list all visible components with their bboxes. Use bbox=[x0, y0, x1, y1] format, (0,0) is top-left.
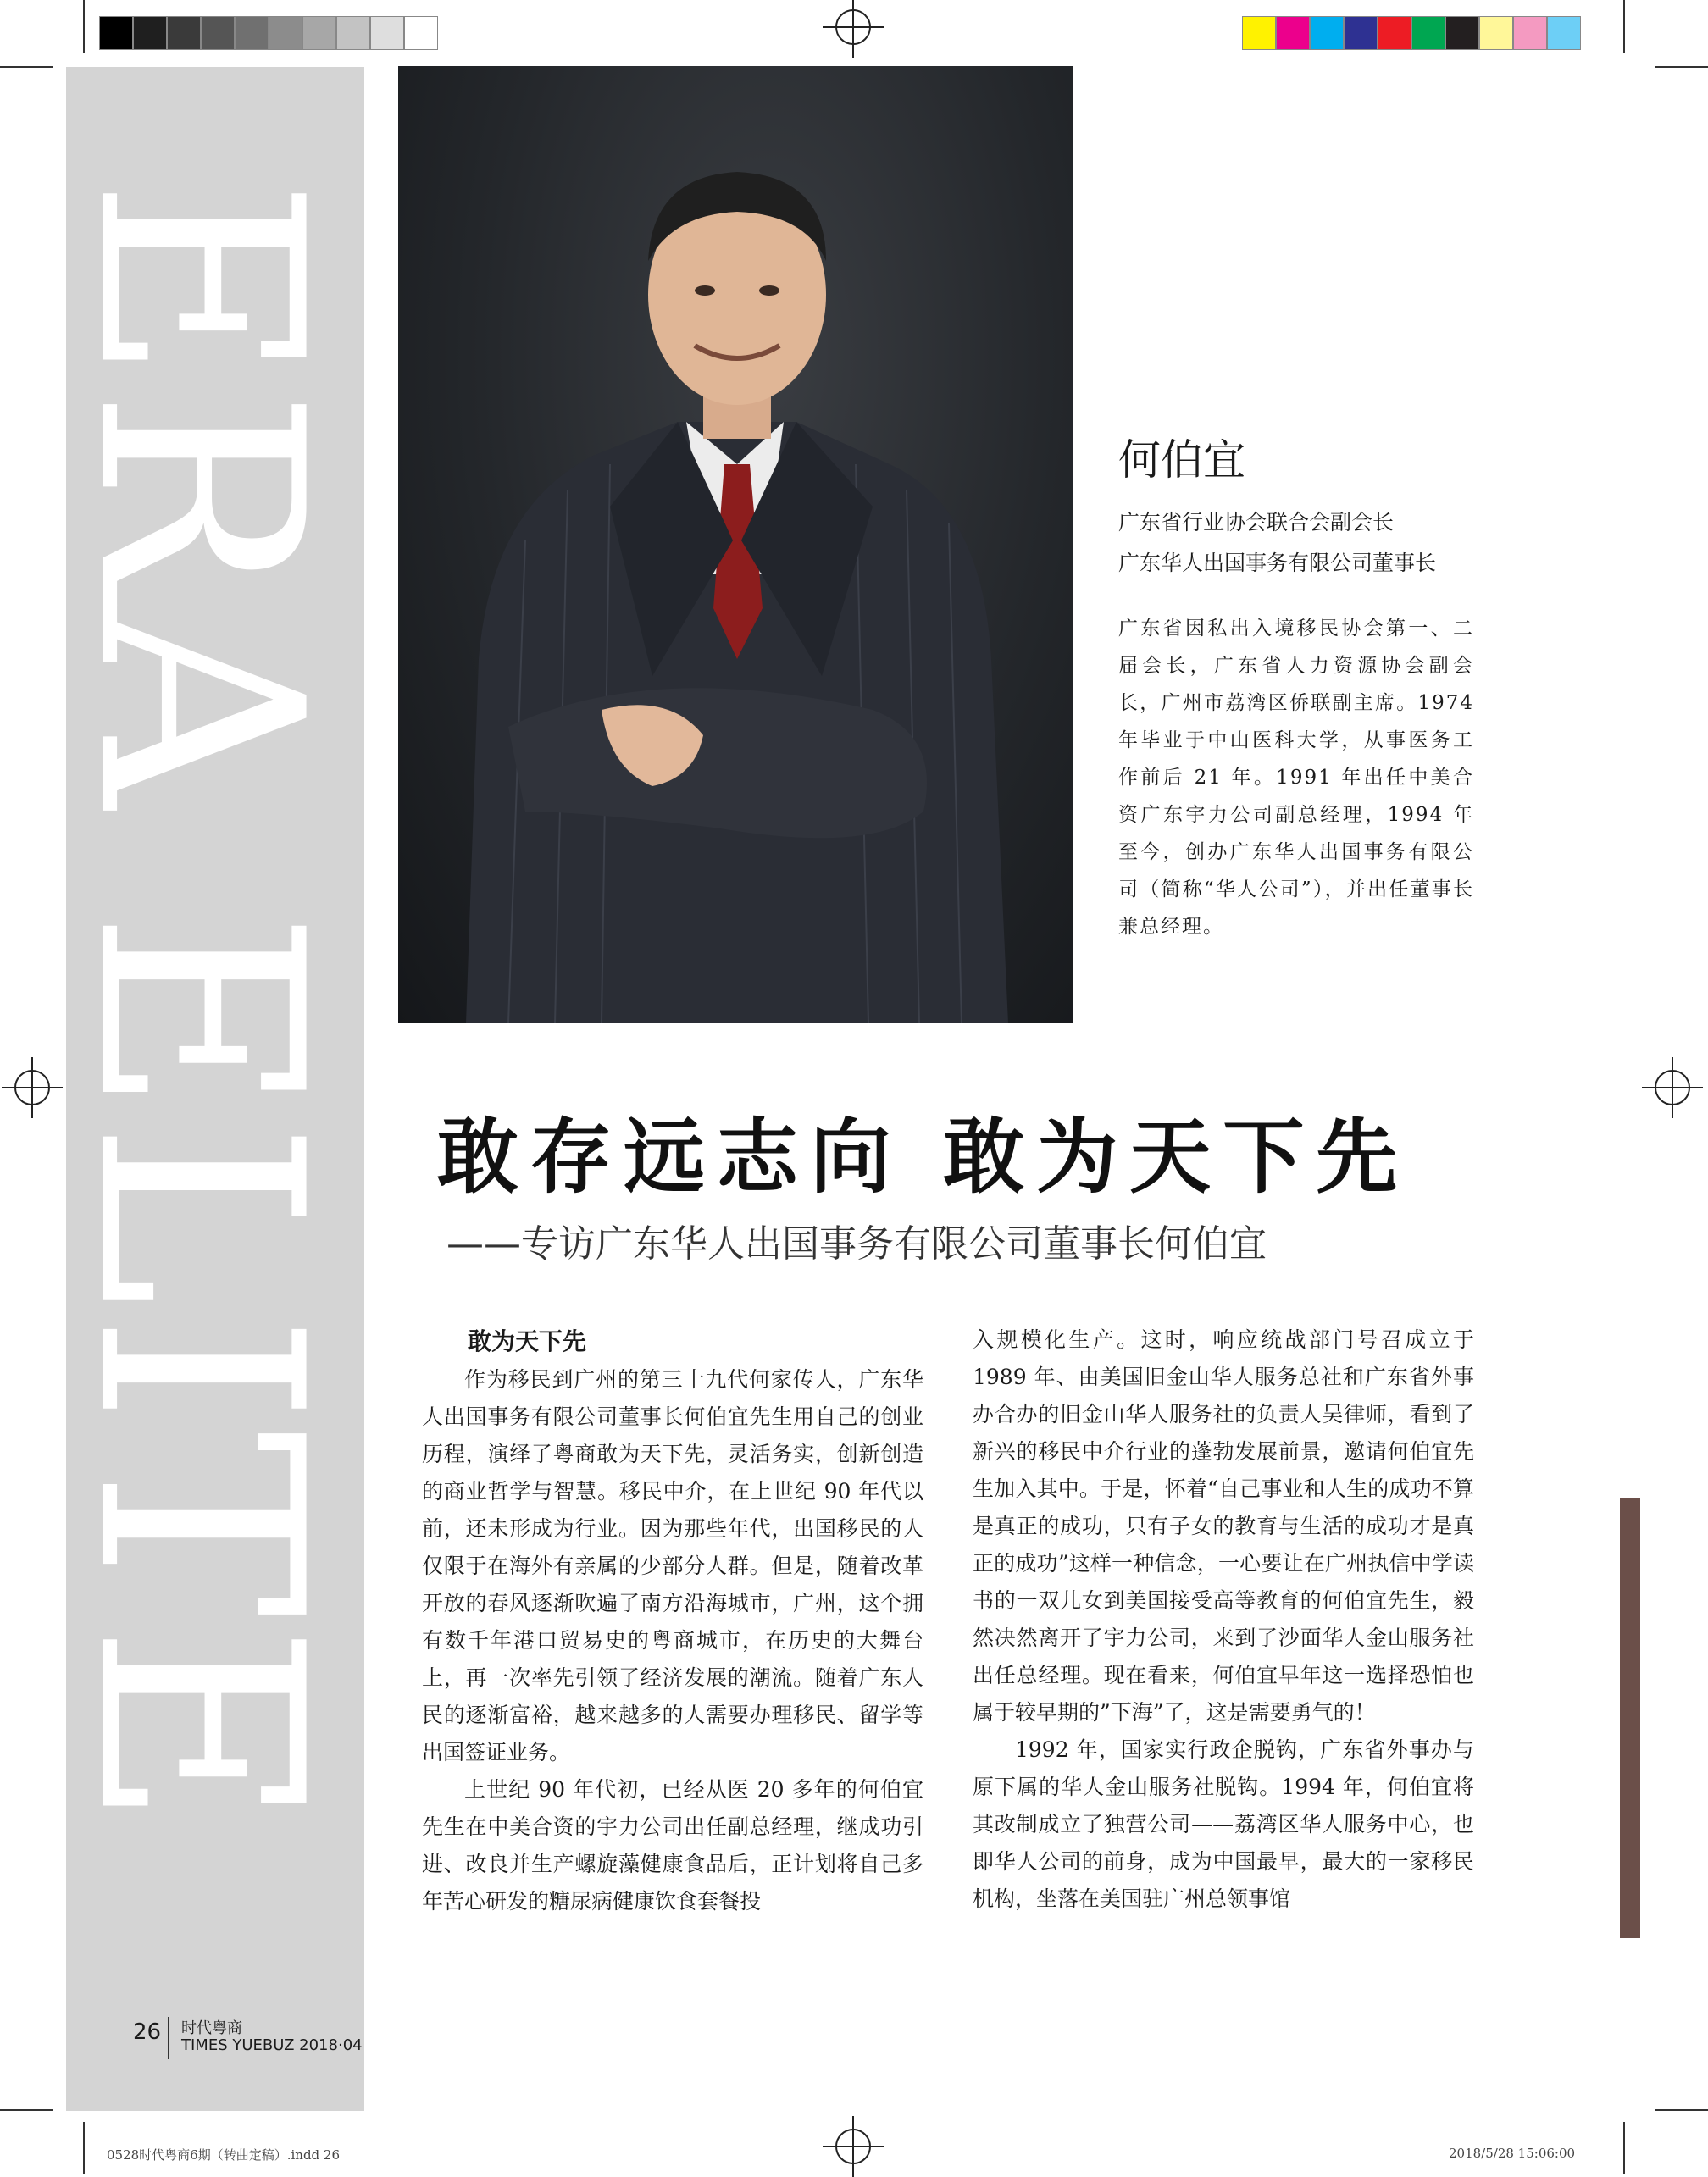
crop-mark bbox=[1623, 2122, 1625, 2174]
color-swatch bbox=[370, 16, 404, 50]
profile-name: 何伯宜 bbox=[1118, 435, 1245, 485]
crop-mark bbox=[1655, 2109, 1708, 2111]
color-swatch bbox=[1378, 16, 1411, 50]
crop-mark bbox=[1655, 66, 1708, 68]
color-swatch bbox=[1411, 16, 1445, 50]
paragraph: 作为移民到广州的第三十九代何家传人，广东华人出国事务有限公司董事长何伯宜先生用自己的创业历程，演绎了粤商敢为天下先，灵活务实，创新创造的商业哲学与智慧。移民中介，在上世纪 90 年代以前，还未形成为行业。因为那些年代，出国移民的人仅限于在海外有亲属的少部分人群。但是，随着改革开放的春风逐渐吹遍了南方沿海城市，广州，这个拥有数千年港口贸易史的粤商城市，在历史的大舞台上，再一次率先引领了经济发展的潮流。随着广东人民的逐渐富裕，越来越多的人需要办理移民、留学等出国签证业务。 bbox=[422, 1367, 923, 1764]
magazine-issue: TIMES YUEBUZ 2018·04 bbox=[181, 2036, 363, 2054]
color-swatch bbox=[1344, 16, 1378, 50]
article-headline: 敢存远志向 敢为天下先 bbox=[437, 1109, 1410, 1205]
crop-mark bbox=[0, 2109, 53, 2111]
process-color-bar bbox=[1242, 16, 1581, 50]
color-swatch bbox=[404, 16, 438, 50]
color-swatch bbox=[201, 16, 235, 50]
profile-bio: 广东省因私出入境移民协会第一、二届会长，广东省人力资源协会副会长，广州市荔湾区侨联副主席。1974 年毕业于中山医科大学，从事医务工作前后 21 年。1991 年出任中美合资广东宇力公司副总经理，1994 年至今，创办广东华人出国事务有限公司（简称“华人公司”），并出任董事长兼总经理。 bbox=[1118, 618, 1474, 938]
section-tab bbox=[1620, 1498, 1640, 1938]
color-swatch bbox=[269, 16, 302, 50]
color-swatch bbox=[1310, 16, 1344, 50]
color-swatch bbox=[99, 16, 133, 50]
color-swatch bbox=[1276, 16, 1310, 50]
paragraph: 入规模化生产。这时，响应统战部门号召成立于 1989 年、由美国旧金山华人服务总社和广东省外事办合办的旧金山华人服务社的负责人吴律师，看到了新兴的移民中介行业的蓬勃发展前景，邀请何伯宜先生加入其中。于是，怀着“自己事业和人生的成功不算是真正的成功，只有子女的教育与生活的成功才是真正的成功”这样一种信念，一心要让在广州执信中学读书的一双儿女到美国接受高等教育的何伯宜先生，毅然决然离开了宇力公司，来到了沙面华人金山服务社出任总经理。现在看来，何伯宜早年这一选择恐怕也属于较早期的”下海”了，这是需要勇气的！ bbox=[973, 1327, 1474, 1725]
page-number: 26 bbox=[133, 2019, 162, 2045]
paragraph: 1992 年，国家实行政企脱钩，广东省外事办与原下属的华人金山服务社脱钩。1994 年，何伯宜将其改制成立了独营公司——荔湾区华人服务中心，也即华人公司的前身，成为中国最早，最大的一家移民机构，坐落在美国驻广州总领事馆 bbox=[973, 1737, 1474, 1911]
registration-mark-icon bbox=[823, 2116, 884, 2177]
color-swatch bbox=[1547, 16, 1581, 50]
registration-mark-icon bbox=[823, 0, 884, 58]
portrait-photo bbox=[398, 66, 1073, 1023]
color-swatch bbox=[235, 16, 269, 50]
crop-mark bbox=[1623, 0, 1625, 53]
article-column-2 bbox=[973, 1321, 1474, 1918]
color-swatch bbox=[1513, 16, 1547, 50]
footer-divider bbox=[168, 2017, 169, 2059]
color-swatch bbox=[336, 16, 370, 50]
profile-title: 广东华人出国事务有限公司董事长 bbox=[1118, 551, 1437, 575]
magazine-name: 时代粤商 bbox=[181, 2019, 242, 2037]
grayscale-bar bbox=[99, 16, 438, 50]
band-word: ERA ELITE bbox=[36, 178, 362, 1835]
color-swatch bbox=[302, 16, 336, 50]
crop-mark bbox=[83, 2122, 85, 2174]
paragraph: 上世纪 90 年代初，已经从医 20 多年的何伯宜先生在中美合资的宇力公司出任副总经理，继成功引进、改良并生产螺旋藻健康食品后，正计划将自己多年苦心研发的糖尿病健康饮食套餐投 bbox=[422, 1777, 923, 1914]
section-heading: 敢为天下先 bbox=[468, 1327, 587, 1355]
crop-mark bbox=[0, 66, 53, 68]
registration-mark-icon bbox=[1642, 1057, 1703, 1118]
profile-title: 广东省行业协会联合会副会长 bbox=[1118, 510, 1395, 535]
print-slug-file: 0528时代粤商6期（转曲定稿）.indd 26 bbox=[107, 2147, 341, 2163]
crop-mark bbox=[83, 0, 85, 53]
print-slug-date: 2018/5/28 15:06:00 bbox=[1449, 2146, 1576, 2161]
article-subtitle: ——专访广东华人出国事务有限公司董事长何伯宜 bbox=[446, 1222, 1267, 1266]
color-swatch bbox=[1479, 16, 1513, 50]
color-swatch bbox=[1445, 16, 1479, 50]
article-column-1 bbox=[422, 1361, 923, 1920]
color-swatch bbox=[167, 16, 201, 50]
color-swatch bbox=[1242, 16, 1276, 50]
color-swatch bbox=[133, 16, 167, 50]
